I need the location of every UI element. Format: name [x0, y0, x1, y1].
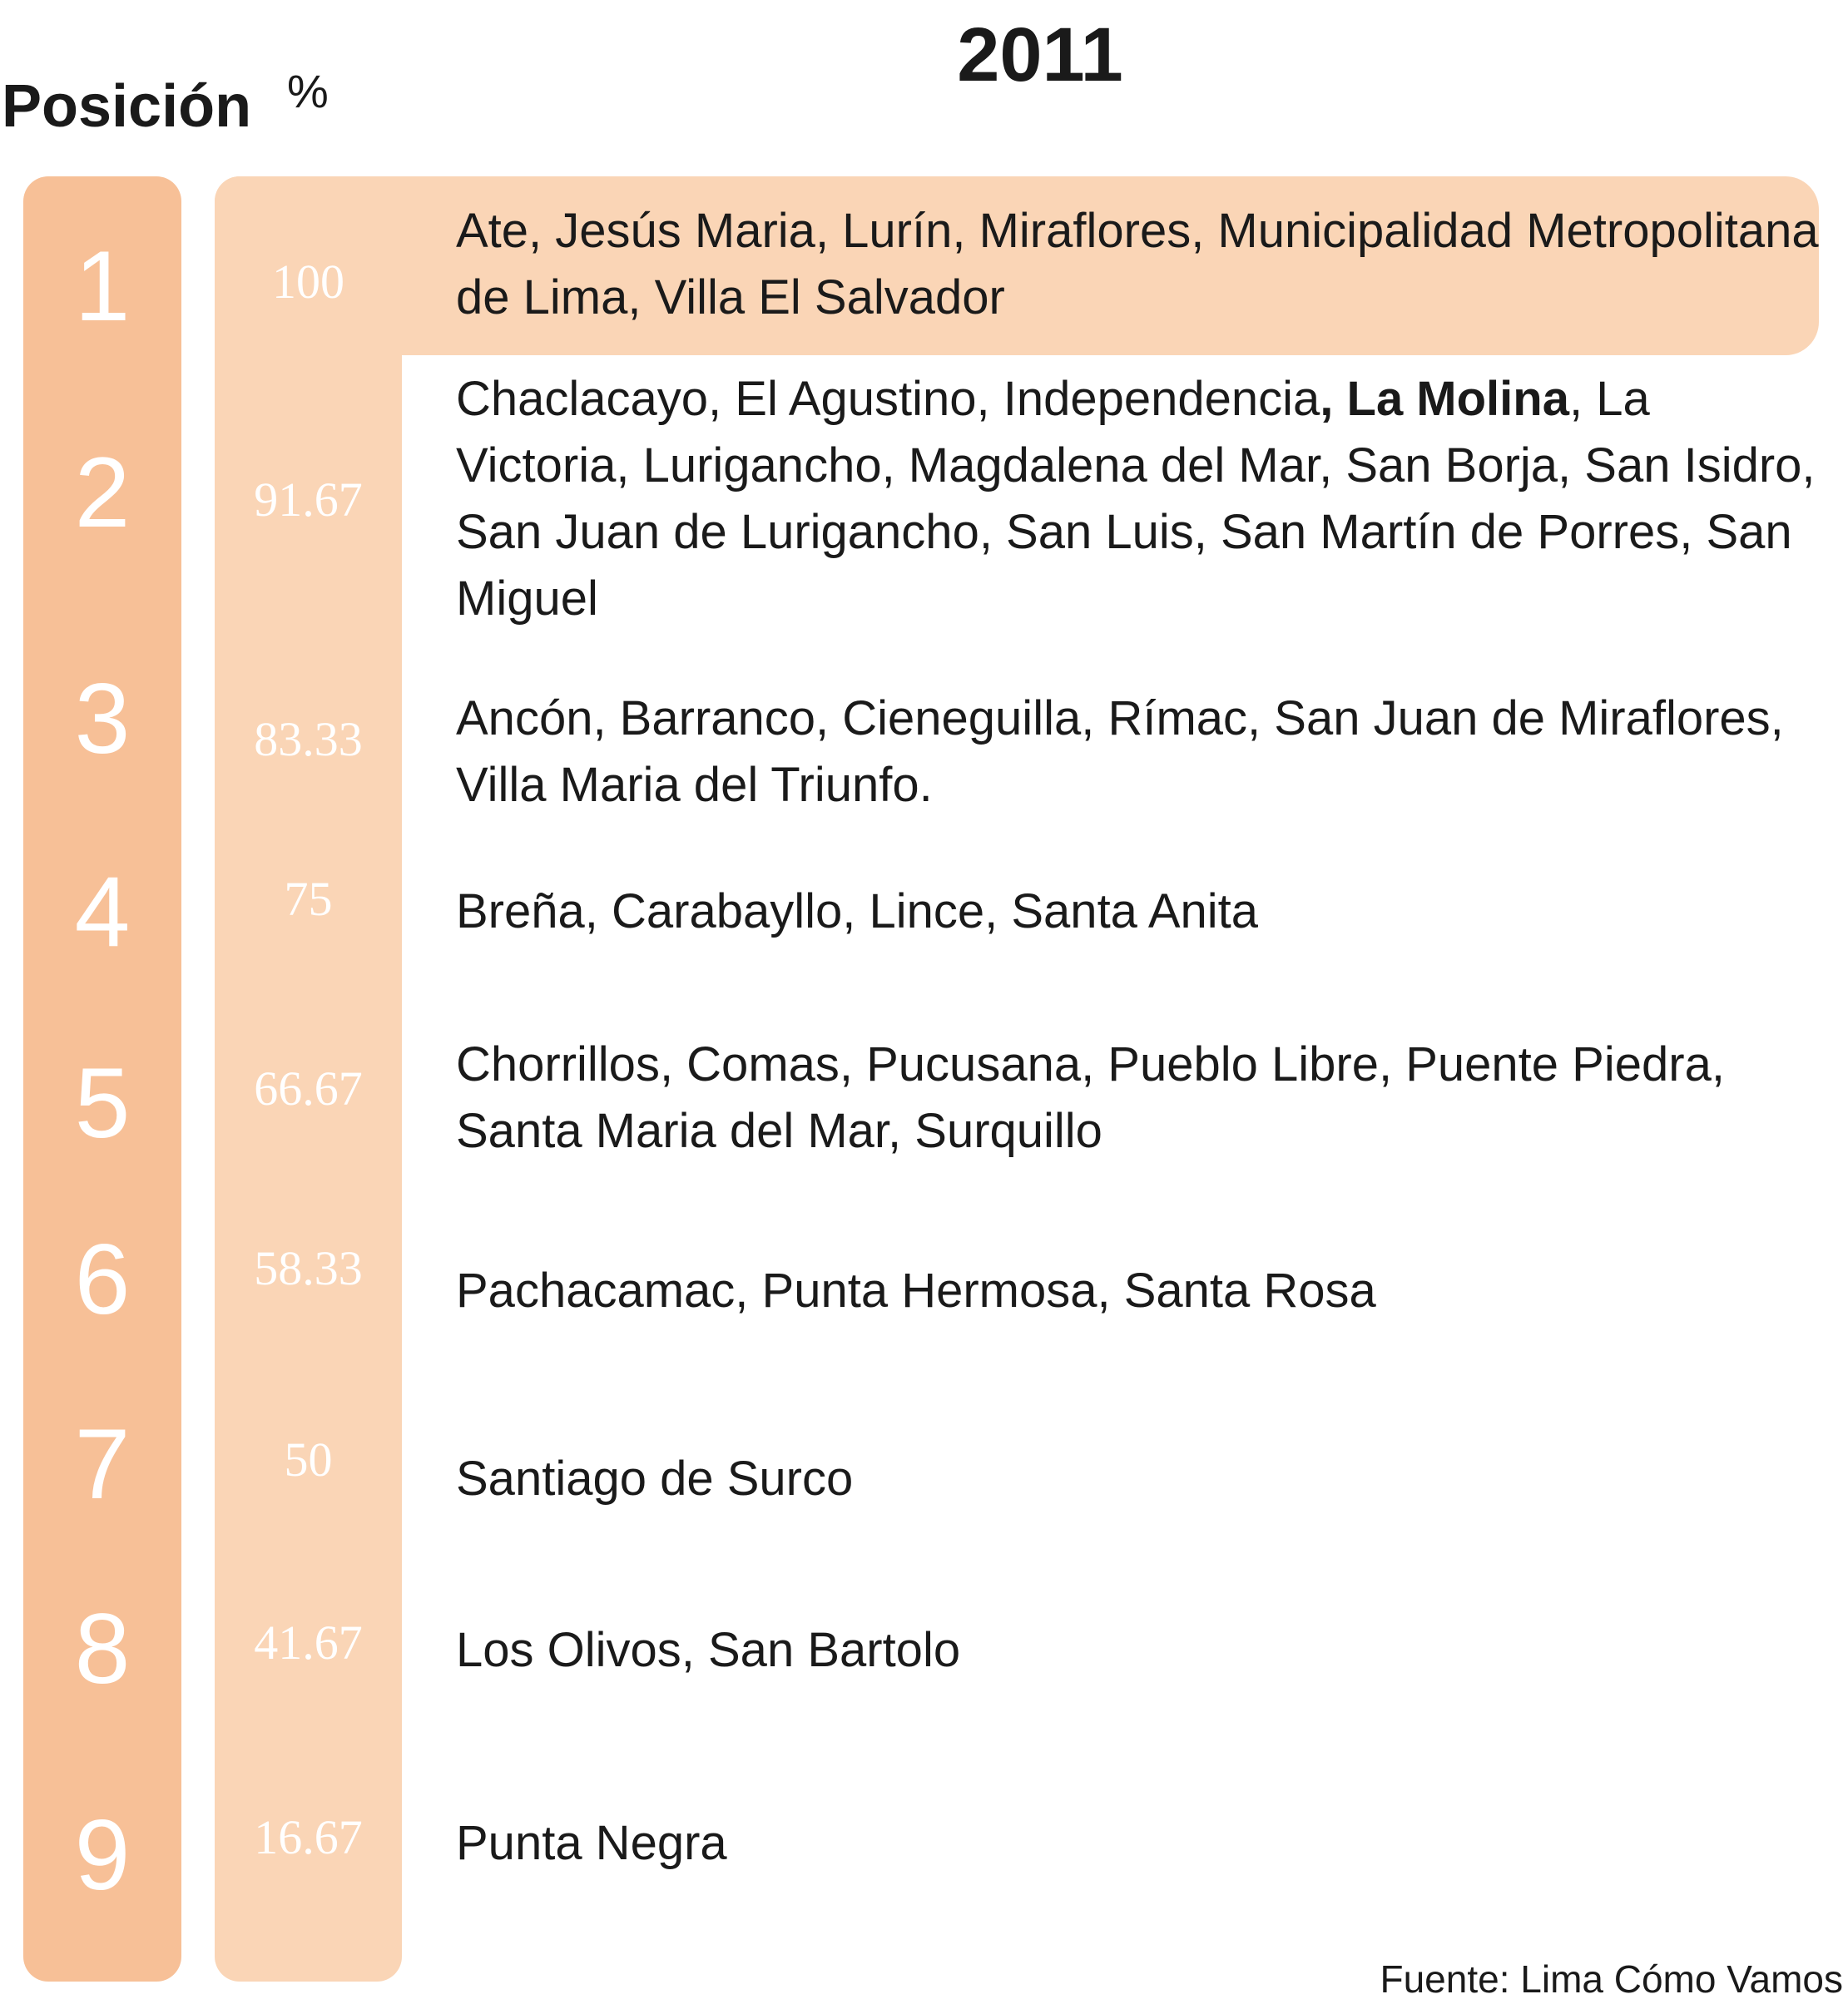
- percent-value: 91.67: [254, 473, 363, 527]
- chart-title: 2011: [957, 12, 1123, 97]
- rank-number: 1: [74, 230, 131, 342]
- percent-value: 100: [272, 255, 344, 309]
- percent-value: 83.33: [254, 712, 363, 766]
- position-header: Posición: [2, 73, 252, 140]
- percent-value: 41.67: [254, 1616, 363, 1670]
- district-names: Breña, Carabayllo, Lince, Santa Anita: [456, 884, 1259, 938]
- district-names-part: Chaclacayo, El Agustino, Independencia: [456, 372, 1320, 426]
- rank-number: 8: [74, 1593, 131, 1705]
- rank-number: 3: [74, 663, 131, 774]
- rank-number: 9: [74, 1799, 131, 1911]
- district-names: Chorrillos, Comas, Pucusana, Pueblo Libre, Puente Piedra, Santa Maria del Mar, Surquillo: [456, 1037, 1725, 1158]
- percent-value: 16.67: [254, 1810, 363, 1864]
- rank-number: 7: [74, 1408, 131, 1520]
- source-note: Fuente: Lima Cómo Vamos: [1380, 1957, 1843, 2001]
- rank-number: 5: [74, 1047, 131, 1159]
- percent-value: 75: [284, 872, 333, 926]
- district-names: [456, 366, 1821, 632]
- percent-value: 58.33: [254, 1241, 363, 1295]
- district-names: Los Olivos, San Bartolo: [456, 1623, 961, 1677]
- percent-value: 50: [284, 1433, 333, 1487]
- district-names: Pachacamac, Punta Hermosa, Santa Rosa: [456, 1264, 1376, 1318]
- district-names: Punta Negra: [456, 1816, 727, 1870]
- rank-number: 2: [74, 437, 131, 548]
- highlighted-district: , La Molina: [1320, 372, 1569, 426]
- district-names-part: , La Victoria, Lurigancho, Magdalena del Mar, San Borja, San Isidro, San Juan de Lurigancho, San Luis, San Martín de Porres, San Miguel: [456, 372, 1816, 626]
- district-names: Ancón, Barranco, Cieneguilla, Rímac, San Juan de Miraflores, Villa Maria del Triunfo.: [456, 691, 1784, 812]
- district-names: Santiago de Surco: [456, 1452, 854, 1506]
- district-names: Ate, Jesús Maria, Lurín, Miraflores, Municipalidad Metropolitana de Lima, Villa El Salvador: [456, 204, 1819, 324]
- rank-number: 4: [74, 856, 131, 967]
- rank-number: 6: [74, 1224, 131, 1335]
- percent-header: %: [287, 65, 329, 117]
- percent-value: 66.67: [254, 1061, 363, 1116]
